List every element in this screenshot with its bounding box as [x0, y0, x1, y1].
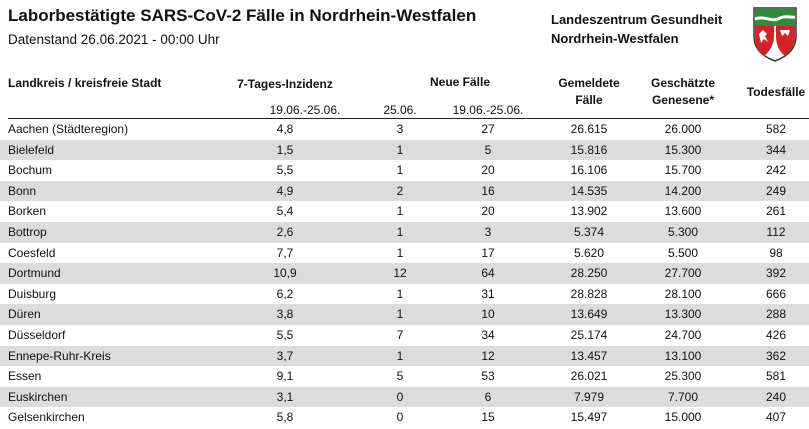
deaths: 362: [765, 348, 787, 363]
estimated-recovered: 13.300: [664, 307, 702, 322]
table-row: [0, 201, 809, 222]
reported-cases: 15.816: [570, 142, 608, 157]
district-name: Gelsenkirchen: [8, 410, 85, 425]
reported-cases: 14.535: [570, 183, 608, 198]
new-cases-day: 12: [393, 266, 407, 281]
table-row: [0, 160, 809, 181]
estimated-recovered: 13.100: [664, 348, 702, 363]
new-cases-day: 3: [396, 122, 404, 136]
deaths: 407: [765, 410, 787, 425]
organization-line-2: Nordrhein-Westfalen: [551, 31, 679, 46]
reported-cases: 13.649: [570, 307, 608, 322]
new-cases-day: 0: [396, 410, 404, 425]
deaths: 344: [765, 142, 787, 157]
table-row: [0, 366, 809, 387]
deaths: 582: [765, 122, 787, 136]
new-cases-day: 5: [396, 369, 404, 384]
district-name: Bottrop: [8, 224, 47, 239]
deaths: 98: [769, 245, 783, 260]
table-row: [0, 284, 809, 305]
estimated-recovered: 25.300: [664, 369, 702, 384]
column-header-reported-line-2: Fälle: [575, 93, 603, 107]
estimated-recovered: 7.700: [667, 389, 699, 404]
column-header-incidence: 7-Tages-Inzidenz: [237, 77, 333, 91]
new-cases-day: 1: [396, 286, 404, 301]
estimated-recovered: 15.700: [664, 163, 702, 178]
incidence-value: 4,9: [276, 183, 294, 198]
deaths: 242: [765, 163, 787, 178]
new-cases-week: 34: [481, 327, 495, 342]
estimated-recovered: 15.300: [664, 142, 702, 157]
district-name: Aachen (Städteregion): [8, 122, 129, 136]
new-cases-day: 1: [396, 142, 404, 157]
incidence-value: 3,1: [276, 389, 294, 404]
column-header-district: Landkreis / kreisfreie Stadt: [8, 76, 162, 90]
incidence-value: 3,8: [276, 307, 294, 322]
new-cases-day: 1: [396, 307, 404, 322]
incidence-value: 10,9: [273, 266, 297, 281]
new-cases-week: 20: [481, 163, 495, 178]
column-header-reported: [549, 75, 629, 109]
incidence-value: 5,5: [276, 163, 294, 178]
reported-cases: 5.620: [573, 245, 605, 260]
estimated-recovered: 24.700: [664, 327, 702, 342]
deaths: 240: [765, 389, 787, 404]
deaths: 666: [765, 286, 787, 301]
incidence-value: 5,5: [276, 327, 294, 342]
table-row: [0, 181, 809, 202]
new-cases-week: 20: [481, 204, 495, 219]
table-row: [0, 325, 809, 346]
deaths: 288: [765, 307, 787, 322]
estimated-recovered: 26.000: [664, 122, 702, 136]
deaths: 112: [766, 224, 786, 239]
district-name: Borken: [8, 204, 47, 219]
data-table: [0, 119, 809, 428]
organization-line-1: Landeszentrum Gesundheit: [551, 12, 723, 27]
subheader-incidence-range: 19.06.-25.06.: [269, 103, 341, 117]
organization-name: [551, 10, 722, 48]
district-name: Ennepe-Ruhr-Kreis: [8, 348, 111, 363]
table-row: [0, 222, 809, 243]
new-cases-day: 0: [396, 389, 404, 404]
new-cases-week: 27: [481, 122, 495, 136]
column-header-deaths: Todesfälle: [746, 85, 806, 99]
table-row: [0, 119, 809, 140]
reported-cases: 16.106: [570, 163, 608, 178]
new-cases-week: 10: [481, 307, 495, 322]
incidence-value: 4,8: [276, 122, 294, 136]
new-cases-week: 5: [484, 142, 492, 157]
district-name: Coesfeld: [8, 245, 56, 260]
new-cases-day: 2: [396, 183, 404, 198]
new-cases-week: 6: [484, 389, 492, 404]
district-name: Bochum: [8, 163, 53, 178]
reported-cases: 25.174: [570, 327, 608, 342]
deaths: 426: [765, 327, 787, 342]
district-name: Essen: [8, 369, 42, 384]
new-cases-day: 7: [396, 327, 404, 342]
estimated-recovered: 13.600: [664, 204, 702, 219]
district-name: Düsseldorf: [8, 327, 66, 342]
table-row: [0, 140, 809, 161]
deaths: 261: [765, 204, 787, 219]
new-cases-week: 12: [481, 348, 495, 363]
deaths: 249: [765, 183, 787, 198]
estimated-recovered: 14.200: [664, 183, 702, 198]
table-row: [0, 263, 809, 284]
nrw-crest-icon: [752, 6, 798, 62]
reported-cases: 13.457: [570, 348, 608, 363]
deaths: 392: [765, 266, 787, 281]
district-name: Dortmund: [8, 266, 61, 281]
new-cases-week: 64: [481, 266, 495, 281]
column-header-recovered: [643, 75, 723, 109]
new-cases-day: 1: [396, 163, 404, 178]
subheader-new-week: 19.06.-25.06.: [452, 103, 524, 117]
reported-cases: 26.021: [570, 369, 608, 384]
district-name: Bonn: [8, 183, 37, 198]
new-cases-week: 17: [481, 245, 495, 260]
new-cases-week: 15: [481, 410, 495, 425]
table-row: [0, 407, 809, 428]
table-row: [0, 304, 809, 325]
reported-cases: 5.374: [573, 224, 605, 239]
estimated-recovered: 27.700: [664, 266, 702, 281]
new-cases-day: 1: [396, 348, 404, 363]
reported-cases: 26.615: [570, 122, 608, 136]
new-cases-week: 3: [484, 224, 492, 239]
estimated-recovered: 15.000: [664, 410, 702, 425]
incidence-value: 7,7: [276, 245, 294, 260]
new-cases-week: 31: [481, 286, 495, 301]
incidence-value: 1,5: [276, 142, 294, 157]
reported-cases: 7.979: [573, 389, 605, 404]
district-name: Bielefeld: [8, 142, 55, 157]
incidence-value: 3,7: [276, 348, 294, 363]
district-name: Euskirchen: [8, 389, 68, 404]
column-header-recovered-line-2: Genesene*: [651, 93, 715, 107]
deaths: 581: [765, 369, 787, 384]
new-cases-week: 53: [481, 369, 495, 384]
reported-cases: 13.902: [570, 204, 608, 219]
data-timestamp: Datenstand 26.06.2021 - 00:00 Uhr: [8, 32, 220, 47]
page-title: Laborbestätigte SARS-CoV-2 Fälle in Nordrhein-Westfalen: [8, 6, 477, 25]
new-cases-day: 1: [396, 204, 404, 219]
table-row: [0, 346, 809, 367]
column-header-new-cases: Neue Fälle: [429, 75, 491, 89]
incidence-value: 9,1: [276, 369, 294, 384]
incidence-value: 5,8: [276, 410, 294, 425]
column-header-reported-line-1: Gemeldete: [558, 76, 620, 90]
reported-cases: 15.497: [570, 410, 608, 425]
estimated-recovered: 28.100: [664, 286, 702, 301]
subheader-new-day: 25.06.: [383, 103, 417, 117]
incidence-value: 5,4: [276, 204, 294, 219]
column-header-recovered-line-1: Geschätzte: [650, 76, 716, 90]
table-row: [0, 243, 809, 264]
incidence-value: 2,6: [276, 224, 294, 239]
estimated-recovered: 5.500: [667, 245, 699, 260]
incidence-value: 6,2: [276, 286, 294, 301]
reported-cases: 28.250: [570, 266, 608, 281]
reported-cases: 28.828: [570, 286, 608, 301]
district-name: Düren: [8, 307, 41, 322]
estimated-recovered: 5.300: [667, 224, 699, 239]
new-cases-day: 1: [396, 224, 404, 239]
new-cases-day: 1: [396, 245, 404, 260]
new-cases-week: 16: [481, 183, 495, 198]
table-row: [0, 387, 809, 408]
district-name: Duisburg: [8, 286, 57, 301]
